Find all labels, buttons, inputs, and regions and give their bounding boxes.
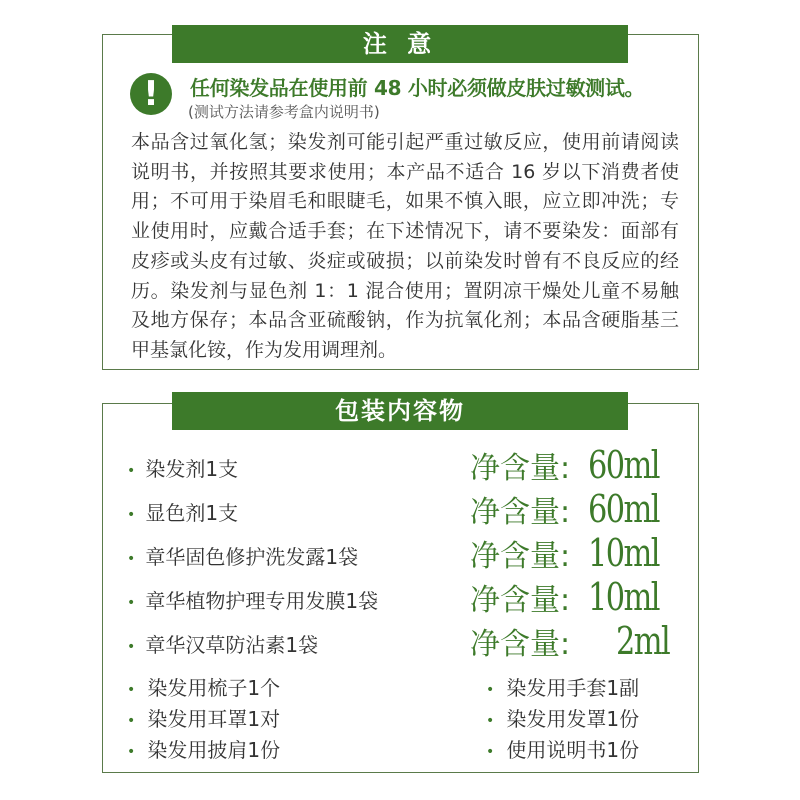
net-amount: 2ml	[616, 619, 670, 663]
net-label: 净含量:	[470, 495, 571, 530]
accessory-item: • 染发用手套1副	[486, 676, 640, 700]
content-item-name: 章华汉草防沾素1袋	[145, 633, 319, 657]
net-label: 净含量:	[470, 627, 571, 662]
bullet-icon: •	[127, 550, 136, 567]
bullet-icon: •	[486, 743, 495, 760]
content-item-name: 染发剂1支	[145, 457, 239, 481]
accessory-item: • 染发用耳罩1对	[127, 707, 281, 731]
content-item	[127, 541, 358, 570]
content-item-name: 显色剂1支	[145, 501, 239, 525]
notice-body-text: 本品含过氧化氢；染发剂可能引起严重过敏反应，使用前请阅读说明书，并按照其要求使用；本产品不适合 16 岁以下消费者使用；不可用于染眉毛和眼睫毛，如果不慎入眼，应立即冲洗；专业使用时，应戴合适手套；在下述情况下，请不要染发：面部有皮疹或头皮有过敏、炎症或破损；以前染发时曾有不良反应的经历。染发剂与显色剂 1：1 混合使用；置阴凉干燥处儿童不易触及地方保存；本品含亚硫酸钠，作为抗氧化剂；本品含硬脂基三甲基氯化铵，作为发用调理剂。	[131, 131, 679, 361]
bullet-icon: •	[127, 506, 136, 523]
warning-title: 任何染发品在使用前 48 小时必须做皮肤过敏测试。	[190, 76, 645, 100]
net-label: 净含量:	[470, 583, 571, 618]
content-item	[127, 497, 238, 526]
accessory-item: • 染发用梳子1个	[127, 676, 281, 700]
content-item	[127, 629, 318, 658]
bullet-icon: •	[127, 712, 136, 729]
net-label: 净含量:	[470, 539, 571, 574]
net-label: 净含量:	[470, 451, 571, 486]
accessory-item: • 染发用发罩1份	[486, 707, 640, 731]
bullet-icon: •	[486, 712, 495, 729]
net-content	[470, 487, 677, 531]
contents-title: 包装内容物	[172, 392, 628, 430]
warning-subtitle: (测试方法请参考盒内说明书)	[188, 103, 380, 121]
net-amount: 10ml	[588, 531, 659, 575]
bullet-icon: •	[127, 462, 136, 479]
bullet-icon: •	[486, 681, 495, 698]
net-content	[470, 443, 677, 487]
bullet-icon: •	[127, 638, 136, 655]
content-item	[127, 453, 238, 482]
net-content	[470, 619, 682, 663]
notice-title: 注 意	[172, 25, 628, 63]
exclamation-icon: !	[130, 73, 172, 115]
bullet-icon: •	[127, 743, 136, 760]
accessory-item: • 染发用披肩1份	[127, 738, 281, 762]
net-amount: 60ml	[588, 443, 659, 487]
net-amount: 60ml	[588, 487, 659, 531]
content-item	[127, 585, 378, 614]
bullet-icon: •	[127, 594, 136, 611]
content-item-name: 章华固色修护洗发露1袋	[145, 545, 359, 569]
net-content	[470, 531, 677, 575]
accessory-item: • 使用说明书1份	[486, 738, 640, 762]
net-content	[470, 575, 677, 619]
net-amount: 10ml	[588, 575, 659, 619]
bullet-icon: •	[127, 681, 136, 698]
content-item-name: 章华植物护理专用发膜1袋	[145, 589, 379, 613]
